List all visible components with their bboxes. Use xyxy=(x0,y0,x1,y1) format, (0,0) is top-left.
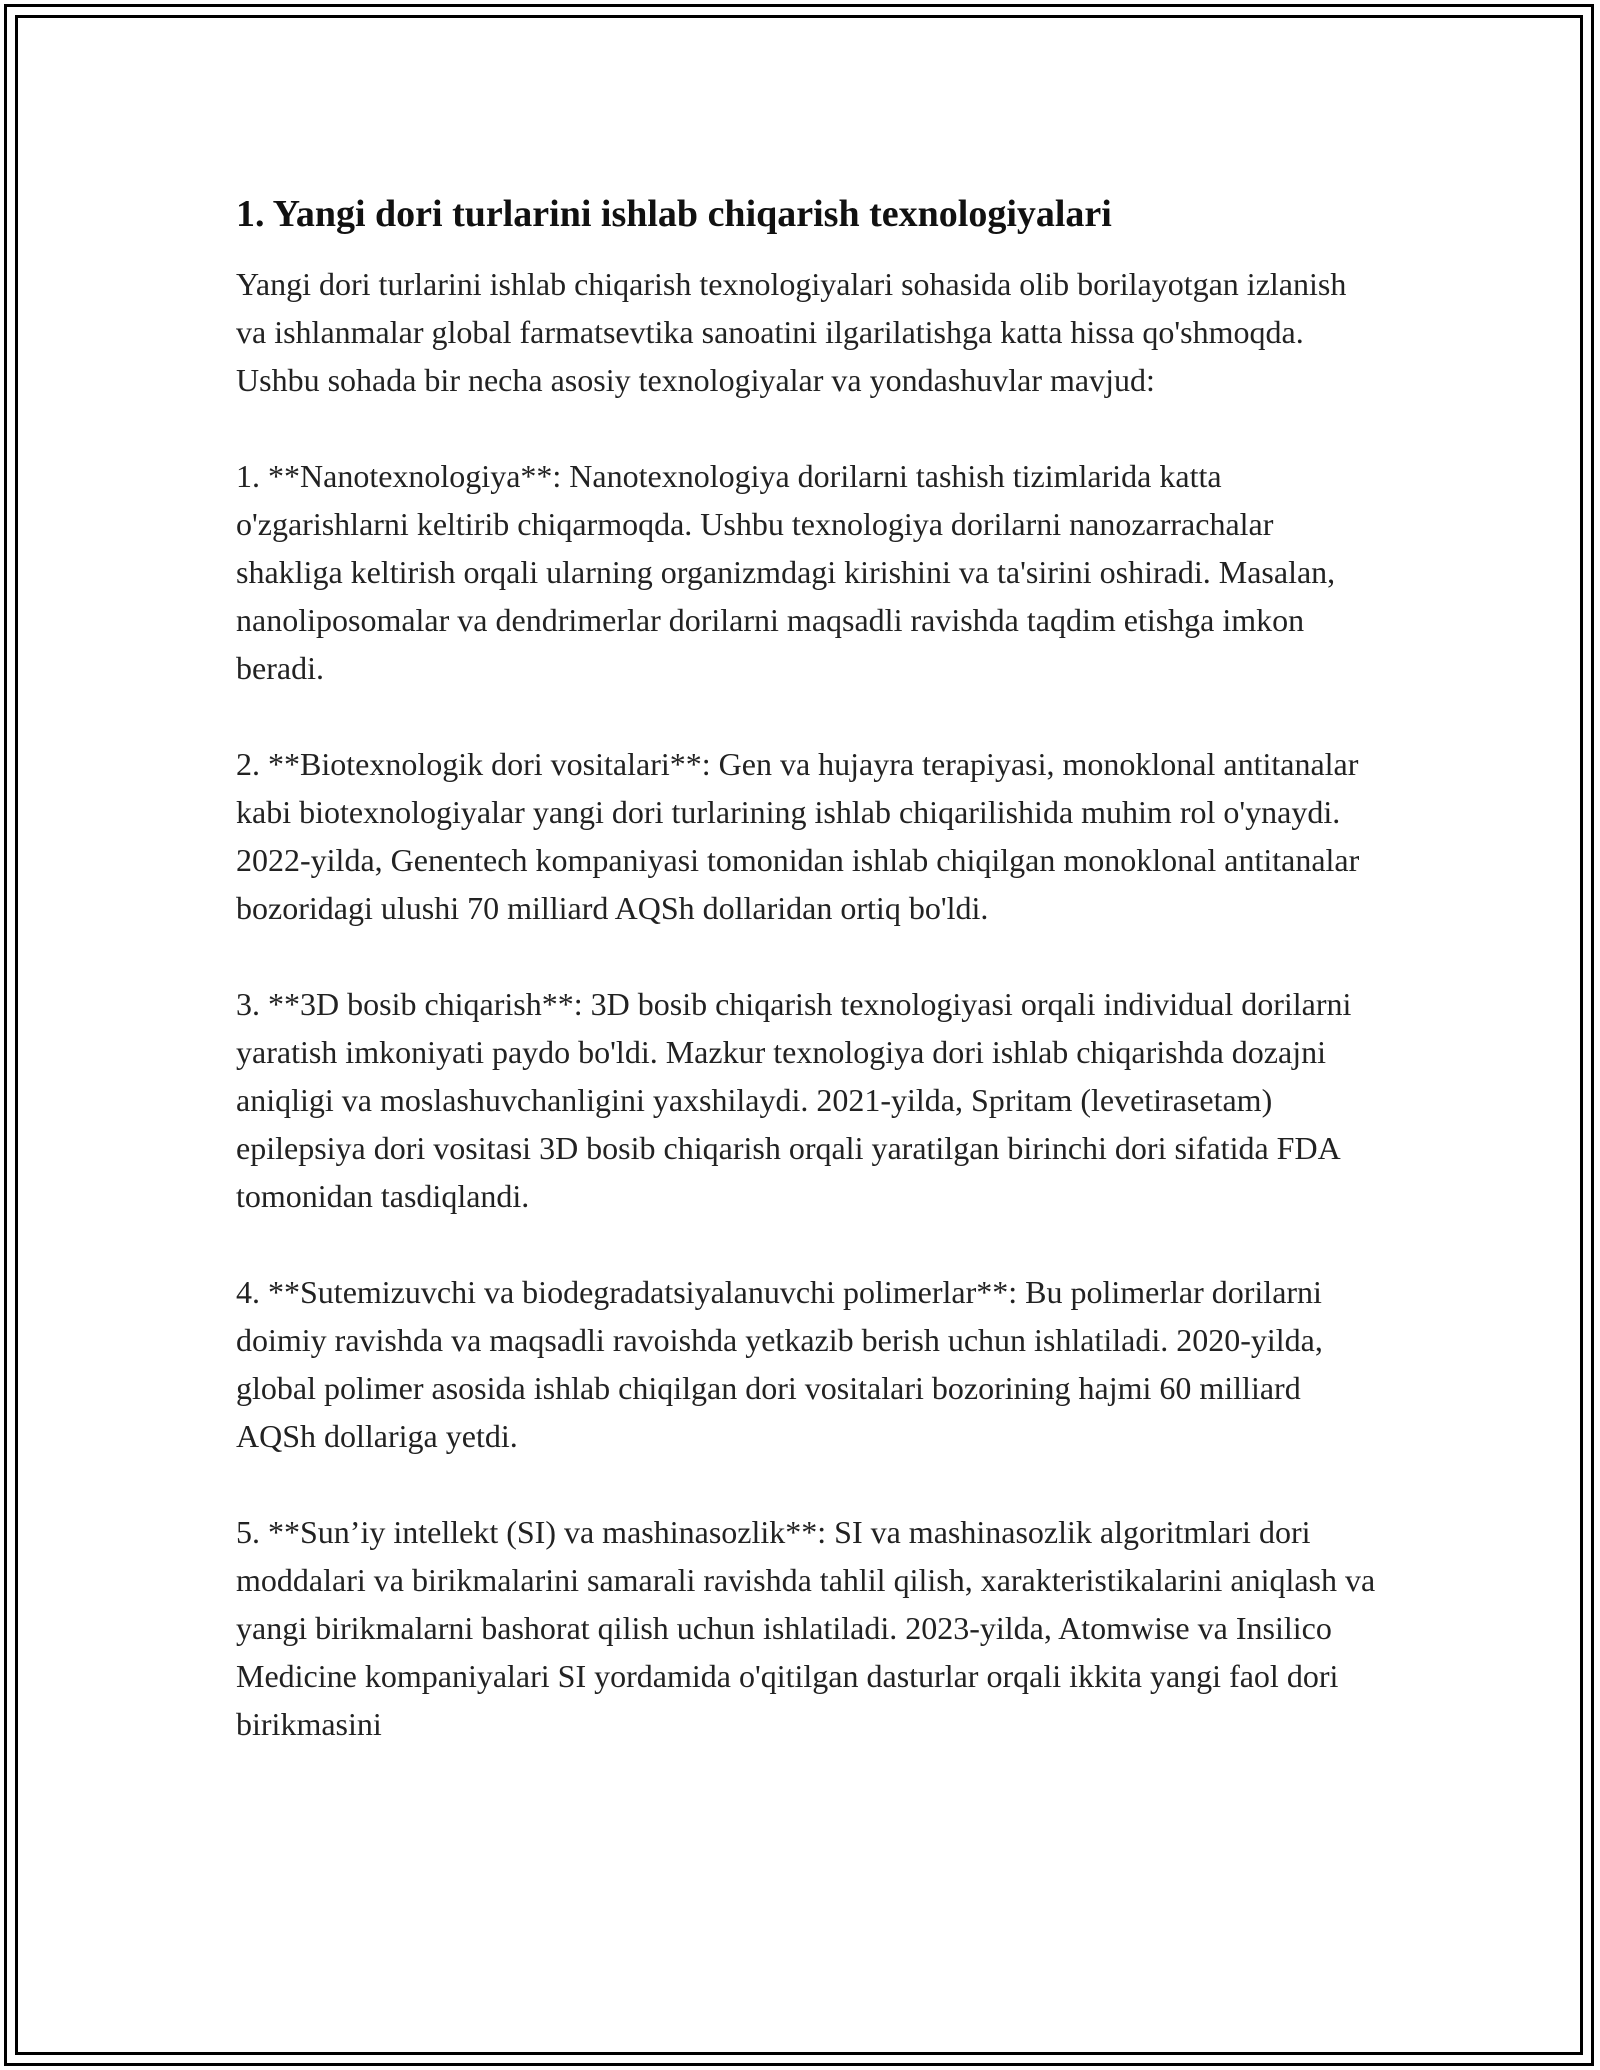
paragraph-biotechnology: 2. **Biotexnologik dori vositalari**: Gen va hujayra terapiyasi, monoklonal antitanalar kabi biotexnologiyalar yangi dori turlarining ishlab chiqarilishida muhim rol o'ynaydi. 2022-yilda, Genentech kompaniyasi tomonidan ishlab chiqilgan monoklonal antitanalar bozoridagi ulushi 70 milliard AQSh dollaridan ortiq bo'ldi. xyxy=(236,746,1360,926)
intro-paragraph: Yangi dori turlarini ishlab chiqarish texnologiyalari sohasida olib borilayotgan izlanish va ishlanmalar global farmatsevtika sanoatini ilgarilatishga katta hissa qo'shmoqda. Ushbu sohada bir necha asosiy texnologiyalar va yondashuvlar mavjud: xyxy=(236,266,1347,398)
paragraph-3d-printing: 3. **3D bosib chiqarish**: 3D bosib chiqarish texnologiyasi orqali individual dorilarni yaratish imkoniyati paydo bo'ldi. Mazkur texnologiya dori ishlab chiqarishda dozajni aniqligi va moslashuvchanligini yaxshilaydi. 2021-yilda, Spritam (levetirasetam) epilepsiya dori vositasi 3D bosib chiqarish orqali yaratilgan birinchi dori sifatida FDA tomonidan tasdiqlandi. xyxy=(236,986,1352,1214)
section-heading: 1. Yangi dori turlarini ishlab chiqarish texnologiyalari xyxy=(236,193,1112,235)
paragraph-polymers: 4. **Sutemizuvchi va biodegradatsiyalanuvchi polimerlar**: Bu polimerlar dorilarni doimiy ravishda va maqsadli ravoishda yetkazib berish uchun ishlatiladi. 2020-yilda, global polimer asosida ishlab chiqilgan dori vositalari bozorining hajmi 60 milliard AQSh dollariga yetdi. xyxy=(236,1274,1323,1454)
document-body xyxy=(236,186,1376,1796)
paragraph-nanotechnology: 1. **Nanotexnologiya**: Nanotexnologiya dorilarni tashish tizimlarida katta o'zgarishlarni keltirib chiqarmoqda. Ushbu texnologiya dorilarni nanozarrachalar shakliga keltirish orqali ularning organizmdagi kirishini va ta'sirini oshiradi. Masalan, nanoliposomalar va dendrimerlar dorilarni maqsadli ravishda taqdim etishga imkon beradi. xyxy=(236,458,1336,686)
paragraph-artificial-intelligence: 5. **Sun’iy intellekt (SI) va mashinasozlik**: SI va mashinasozlik algoritmlari dori moddalari va birikmalarini samarali ravishda tahlil qilish, xarakteristikalarini aniqlash va yangi birikmalarni bashorat qilish uchun ishlatiladi. 2023-yilda, Atomwise va Insilico Medicine kompaniyalari SI yordamida o'qitilgan dasturlar orqali ikkita yangi faol dori birikmasini xyxy=(236,1514,1376,1742)
